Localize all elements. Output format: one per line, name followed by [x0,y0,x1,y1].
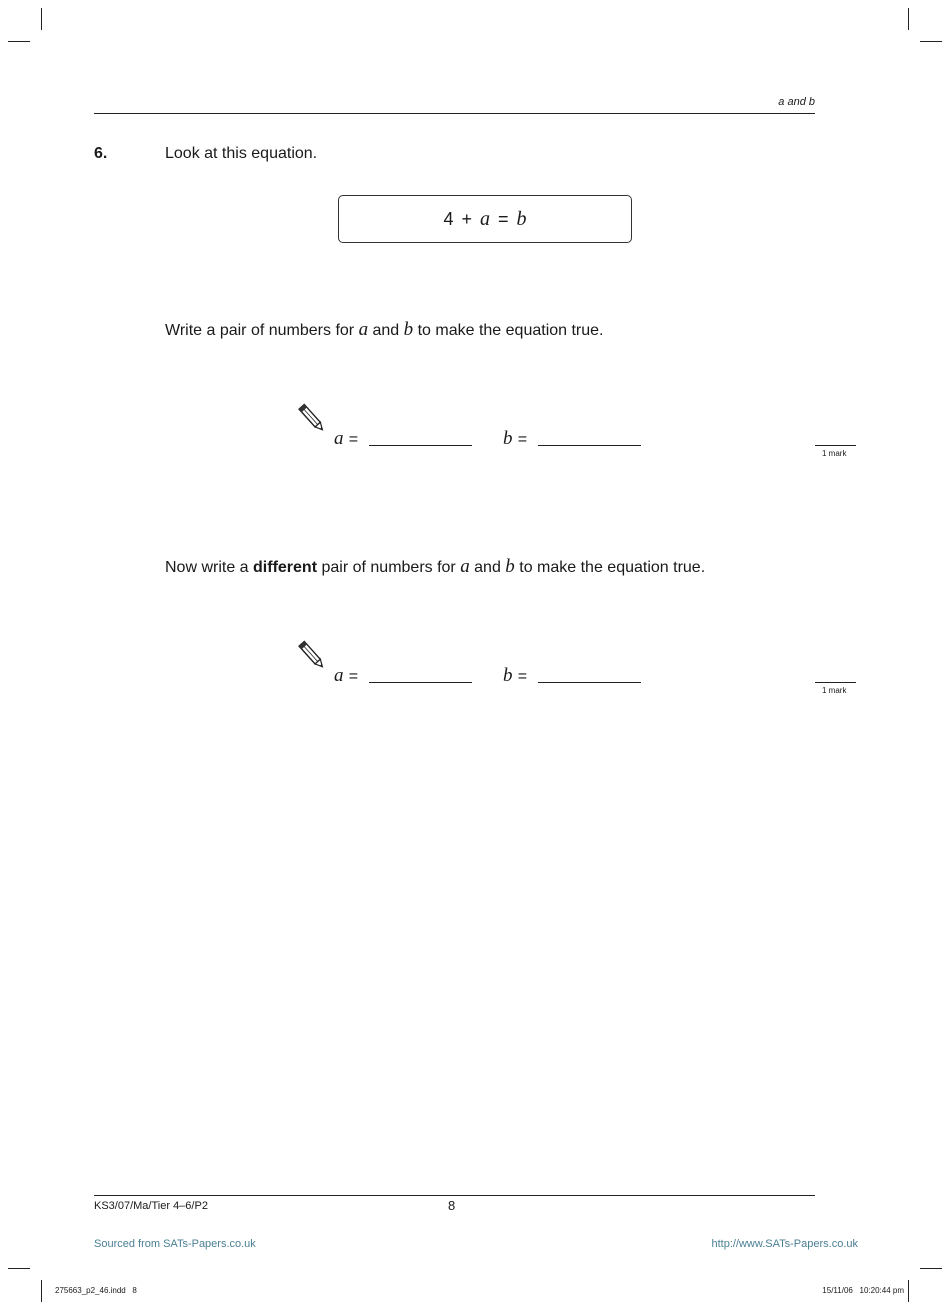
part2-instruction: Now write a different pair of numbers for a and b to make the equation true. [165,556,706,577]
part2-answer-a-field[interactable] [369,682,472,683]
header-rule [94,113,815,114]
topic-title: a and b [778,96,815,108]
part2-mark-label: 1 mark [822,686,847,695]
page-number: 8 [448,1198,456,1213]
equation-box [338,195,632,243]
equation-constant: 4 [443,208,454,229]
crop-mark [41,1280,42,1302]
footer-rule [94,1195,815,1196]
part1-answer-a-field[interactable] [369,445,472,446]
part1-mark-line [815,445,856,446]
print-slug-file: 275663_p2_46.indd 8 [55,1286,137,1295]
crop-mark [908,1280,909,1302]
paper-code: KS3/07/Ma/Tier 4–6/P2 [94,1200,208,1212]
crop-mark [41,8,42,30]
part2-mark-line [815,682,856,683]
source-credit: Sourced from SATs-Papers.co.uk [94,1238,256,1250]
question-intro: Look at this equation. [165,145,318,162]
equation-plus: + [461,208,472,229]
part2-answer-a-label: a = [334,665,359,686]
equation-var-a: a [480,207,490,230]
equation-var-b: b [516,207,527,230]
part2-answer-b-label: b = [503,665,528,686]
crop-mark [8,41,30,42]
pencil-icon [298,639,326,678]
part2-answer-b-field[interactable] [538,682,641,683]
print-slug-timestamp: 15/11/06 10:20:44 pm [822,1286,904,1295]
part1-answer-b-field[interactable] [538,445,641,446]
crop-mark [920,1268,942,1269]
pencil-icon [298,402,326,441]
crop-mark [908,8,909,30]
part1-answer-a-label: a = [334,428,359,449]
question-number: 6. [94,145,108,162]
equation-equals: = [498,208,509,229]
part1-mark-label: 1 mark [822,449,847,458]
crop-mark [920,41,942,42]
part1-answer-b-label: b = [503,428,528,449]
source-url[interactable]: http://www.SATs-Papers.co.uk [711,1238,858,1250]
part1-instruction: Write a pair of numbers for a and b to make the equation true. [165,319,604,340]
crop-mark [8,1268,30,1269]
